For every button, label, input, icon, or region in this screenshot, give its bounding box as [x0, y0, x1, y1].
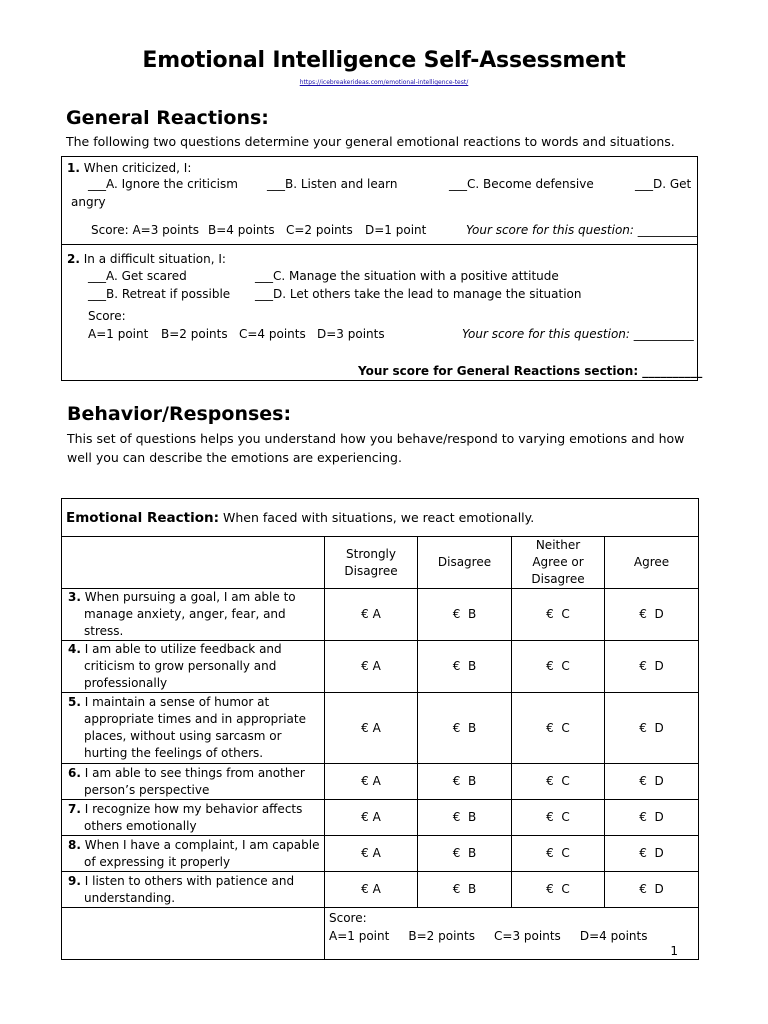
question-text: I recognize how my behavior affects others emotionally — [84, 801, 303, 833]
q1-option-b[interactable]: ___B. Listen and learn — [267, 177, 398, 191]
answer-option-d[interactable]: € D — [605, 589, 699, 641]
answer-option-c[interactable]: € C — [512, 589, 605, 641]
column-header: Neither Agree or Disagree — [512, 537, 605, 589]
source-link[interactable]: https://icebreakerideas.com/emotional-intelligence-test/ — [299, 79, 469, 86]
question-number: 5. — [68, 695, 81, 709]
score-label: Score: — [329, 911, 367, 925]
answer-option-a[interactable]: € A — [325, 836, 418, 872]
question-cell — [62, 872, 325, 908]
answer-option-c[interactable]: € C — [512, 872, 605, 908]
emotional-reaction-table — [61, 498, 699, 960]
q2-score-label: Score: — [88, 309, 126, 323]
q1-your-score[interactable]: Your score for this question: __________ — [466, 223, 698, 237]
answer-option-d[interactable]: € D — [605, 641, 699, 693]
caption-bold: Emotional Reaction: — [66, 509, 219, 526]
question-number: 2. — [67, 252, 80, 266]
behavior-heading: Behavior/Responses: — [67, 403, 292, 425]
question-text: I maintain a sense of humor at appropriate times and in appropriate places, without using sarcasm or hurting the feelings of others. — [84, 695, 306, 760]
answer-option-a[interactable]: € A — [325, 800, 418, 836]
q2-score-a: A=1 point — [88, 327, 149, 341]
table-row — [62, 589, 699, 641]
table-row — [62, 764, 699, 800]
score-cell — [325, 908, 699, 960]
question-cell — [62, 693, 325, 764]
answer-option-a[interactable]: € A — [325, 589, 418, 641]
answer-option-d[interactable]: € D — [605, 764, 699, 800]
answer-option-c[interactable]: € C — [512, 800, 605, 836]
q2-your-score[interactable]: Your score for this question: __________ — [462, 327, 694, 341]
answer-option-c[interactable]: € C — [512, 693, 605, 764]
behavior-intro-line-2: well you can describe the emotions are experiencing. — [67, 450, 402, 465]
question-cell — [62, 764, 325, 800]
general-reactions-intro: The following two questions determine your general emotional reactions to words and situations. — [66, 134, 675, 149]
q2-score-b: B=2 points — [161, 327, 228, 341]
q1-score-b: B=4 points — [208, 223, 275, 237]
answer-option-d[interactable]: € D — [605, 693, 699, 764]
question-text: When criticized, I: — [83, 161, 192, 175]
general-reactions-heading: General Reactions: — [66, 107, 269, 129]
q2-option-a[interactable]: ___A. Get scared — [88, 269, 187, 283]
answer-option-a[interactable]: € A — [325, 641, 418, 693]
question-divider — [61, 244, 698, 245]
q2-option-c[interactable]: ___C. Manage the situation with a positive attitude — [255, 269, 559, 283]
table-caption — [62, 499, 699, 537]
q1-score-d: D=1 point — [365, 223, 427, 237]
q2-score-d: D=3 points — [317, 327, 385, 341]
question-text: When I have a complaint, I am capable of expressing it properly — [84, 837, 320, 869]
answer-option-b[interactable]: € B — [418, 800, 512, 836]
q1-option-d[interactable]: ___D. Get — [635, 177, 692, 191]
answer-option-c[interactable]: € C — [512, 764, 605, 800]
answer-option-b[interactable]: € B — [418, 693, 512, 764]
table-row — [62, 872, 699, 908]
behavior-intro-line-1: This set of questions helps you understand how you behave/respond to varying emotions and how — [67, 431, 685, 446]
question-number: 9. — [68, 873, 81, 888]
q1-option-c[interactable]: ___C. Become defensive — [449, 177, 594, 191]
answer-option-d[interactable]: € D — [605, 836, 699, 872]
q2-score-c: C=4 points — [239, 327, 306, 341]
answer-option-b[interactable]: € B — [418, 641, 512, 693]
answer-option-d[interactable]: € D — [605, 800, 699, 836]
question-text: I am able to utilize feedback and criticism to grow personally and professionally — [84, 642, 282, 690]
answer-option-b[interactable]: € B — [418, 589, 512, 641]
table-row — [62, 800, 699, 836]
question-number: 4. — [68, 642, 81, 656]
question-2 — [67, 251, 226, 267]
question-cell — [62, 800, 325, 836]
question-text: In a difficult situation, I: — [83, 252, 226, 266]
column-header: Agree — [605, 537, 699, 589]
answer-option-b[interactable]: € B — [418, 764, 512, 800]
table-row — [62, 836, 699, 872]
column-header: Disagree — [418, 537, 512, 589]
q2-option-b[interactable]: ___B. Retreat if possible — [88, 287, 231, 301]
page-title: Emotional Intelligence Self-Assessment — [142, 48, 626, 73]
question-cell — [62, 589, 325, 641]
answer-option-d[interactable]: € D — [605, 872, 699, 908]
answer-option-c[interactable]: € C — [512, 641, 605, 693]
answer-option-a[interactable]: € A — [325, 872, 418, 908]
question-1 — [67, 160, 191, 176]
page-number: 1 — [670, 944, 678, 958]
header-blank — [62, 537, 325, 589]
answer-option-c[interactable]: € C — [512, 836, 605, 872]
question-text: When pursuing a goal, I am able to manage anxiety, anger, fear, and stress. — [84, 590, 296, 638]
question-number: 3. — [68, 590, 81, 604]
q1-option-a[interactable]: ___A. Ignore the criticism — [88, 177, 238, 191]
q2-option-d[interactable]: ___D. Let others take the lead to manage the situation — [255, 287, 582, 301]
table-row — [62, 693, 699, 764]
answer-option-b[interactable]: € B — [418, 872, 512, 908]
column-header: Strongly Disagree — [325, 537, 418, 589]
question-cell — [62, 836, 325, 872]
answer-option-b[interactable]: € B — [418, 836, 512, 872]
general-section-total[interactable]: Your score for General Reactions section: __________ — [358, 364, 703, 378]
question-number: 6. — [68, 765, 81, 780]
table-row — [62, 641, 699, 693]
score-blank — [62, 908, 325, 960]
question-text: I am able to see things from another person’s perspective — [84, 765, 305, 797]
question-number: 7. — [68, 801, 81, 816]
question-cell — [62, 641, 325, 693]
q1-score-c: C=2 points — [286, 223, 353, 237]
answer-option-a[interactable]: € A — [325, 764, 418, 800]
score-row — [62, 908, 699, 960]
q1-score-a: Score: A=3 points — [91, 223, 200, 237]
caption-text: When faced with situations, we react emotionally. — [219, 509, 535, 525]
score-values: A=1 point B=2 points C=3 points D=4 points — [329, 929, 648, 943]
q1-option-d-wrap: angry — [71, 195, 106, 209]
question-number: 1. — [67, 161, 80, 175]
table-header-row — [62, 537, 699, 589]
answer-option-a[interactable]: € A — [325, 693, 418, 764]
question-text: I listen to others with patience and understanding. — [84, 873, 295, 905]
question-number: 8. — [68, 837, 81, 852]
